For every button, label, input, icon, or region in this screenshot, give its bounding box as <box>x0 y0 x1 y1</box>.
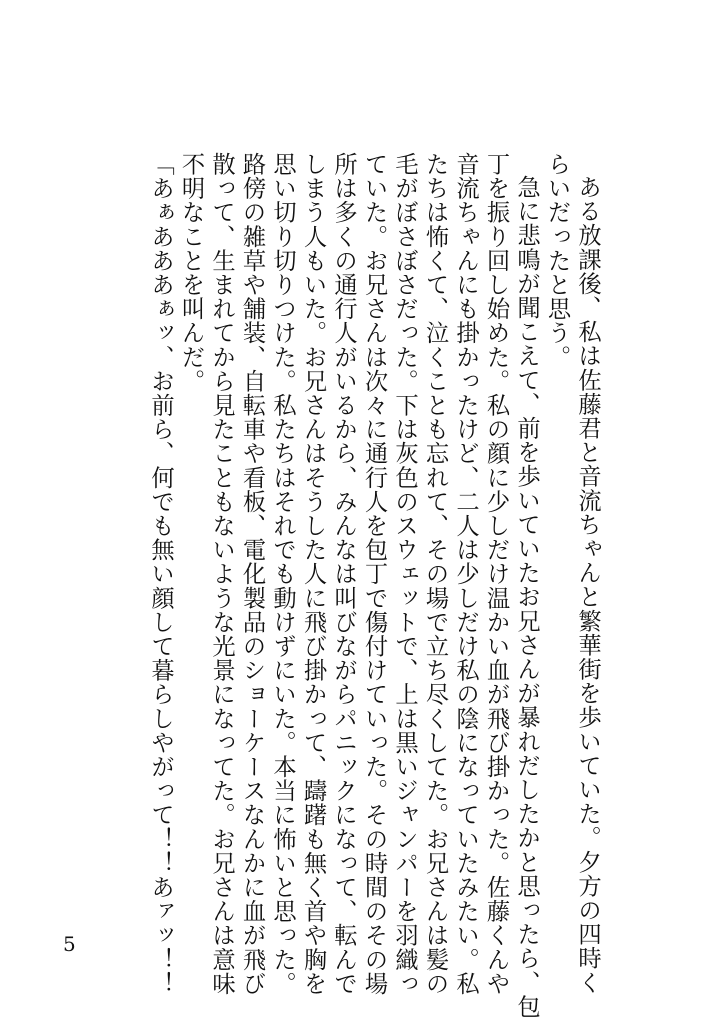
text-line: しまう人もいた。お兄さんはそうした人に飛び掛かって、躊躇も無く首や胸を <box>299 152 327 996</box>
text-line: 所は多くの通行人がいるから、みんなは叫びながらパニックになって、転んで <box>330 152 357 996</box>
text-line: 路傍の雑草や舗装、自転車や看板、電化製品のショーケースなんかに血が飛び <box>238 152 266 996</box>
text-line: ある放課後、私は佐藤君と音流ちゃんと繁華街を歩いていた。夕方の四時く <box>574 175 601 995</box>
vertical-body-text <box>145 152 603 1019</box>
text-line: 散って、生まれてから見たこともないような光景になってた。お兄さんは意味 <box>208 152 235 996</box>
text-line: たちは怖くて、泣くことも忘れて、その場で立ち尽くしてた。お兄さんは髪の <box>421 152 449 996</box>
text-line: 丁を振り回し始めた。私の顔に少しだけ温かい血が飛び掛かった。佐藤くんや <box>482 152 510 996</box>
text-line: 急に悲鳴が聞こえて、前を歩いていたお兄さんが暴れだしたかと思ったら、包 <box>513 175 540 1019</box>
text-line: ていた。お兄さんは次々に通行人を包丁で傷付けていった。その時間のその場 <box>360 152 388 996</box>
text-line: 「あぁあああぁッ、お前ら、何でも無い顔して暮らしやがって！！あァッ！！ <box>147 152 174 996</box>
text-line: 思い切り切りつけた。私たちはそれでも動けずにいた。本当に怖いと思った。 <box>269 152 296 996</box>
text-line: 毛がぼさぼさだった。下は灰色のスウェットで、上は黒いジャンパーを羽織っ <box>391 152 418 996</box>
page-number: 5 <box>63 932 76 956</box>
text-line: 不明なことを叫んだ。 <box>177 152 205 393</box>
text-line: 音流ちゃんにも掛かったけど、二人は少しだけ私の陰になっていたみたい。私 <box>452 152 479 996</box>
text-line: らいだったと思う。 <box>543 152 571 369</box>
